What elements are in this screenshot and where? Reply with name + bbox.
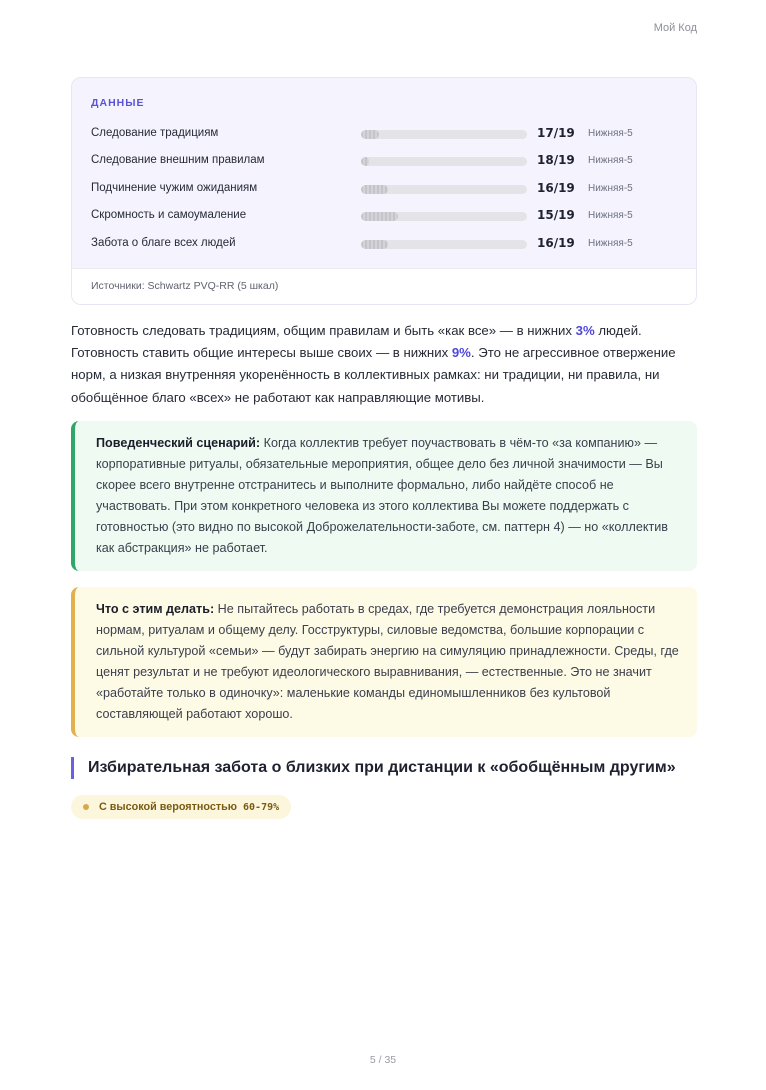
scale-bar-fill [361, 157, 369, 166]
percentile-highlight-2: 9% [451, 345, 471, 361]
callout-lead: Что с этим делать: [96, 602, 215, 616]
scale-bar-fill [361, 130, 379, 139]
current-page: 5 [369, 1054, 376, 1066]
percentile-highlight-1: 3% [575, 323, 595, 338]
scale-bar-fill [361, 185, 388, 194]
scale-tier: Нижняя-5 [588, 238, 633, 249]
scale-score: 15/19 [537, 208, 575, 222]
scale-score: 17/19 [537, 126, 575, 140]
total-pages: 35 [384, 1054, 397, 1066]
page-separator: / [378, 1054, 382, 1066]
data-card [71, 77, 697, 305]
scale-bar-fill [361, 240, 388, 249]
scale-score: 16/19 [537, 181, 575, 195]
callout-text: Не пытайтесь работать в средах, где требуется демонстрация лояльности нормам, ритуалам и общему делу. Госструктуры, силовые ведомства, большие корпорации с сильной культурой «семьи» — будут забирать энергию на симуляцию принадлежности. Среды, где ценят результат и не требуют идеологического выравнивания, — естественные. Это не значит «работайте только в одиночку»: маленькие команды единомышленников без культовой составляющей работают хорошо. [96, 602, 679, 721]
data-card-title: ДАННЫЕ [91, 97, 145, 109]
page-number [0, 1054, 766, 1066]
scale-bar [361, 240, 527, 249]
summary-paragraph [71, 320, 699, 409]
scale-bar [361, 185, 527, 194]
action-advice-callout [71, 587, 697, 737]
scale-tier: Нижняя-5 [588, 128, 633, 139]
scale-row [91, 151, 681, 171]
scale-tier: Нижняя-5 [588, 183, 633, 194]
scale-score: 18/19 [537, 153, 575, 167]
scale-label: Скромность и самоумаление [91, 209, 247, 221]
scale-tier: Нижняя-5 [588, 155, 633, 166]
scale-label: Забота о благе всех людей [91, 237, 236, 249]
sources-footer [72, 268, 696, 305]
probability-badge [71, 795, 291, 819]
scale-bar [361, 157, 527, 166]
summary-text-3: . Это не агрессивное отвержение норм, а низкая внутренняя укоренённость в коллективных рамках: ни традиции, ни правила, ни обобщённое благо «всех» не работают как направляющие мотивы. [71, 345, 676, 405]
brand-label: Мой Код [653, 22, 697, 34]
badge-label: С высокой вероятностью [99, 801, 238, 813]
scale-row [91, 234, 681, 254]
behavior-scenario-callout [71, 421, 697, 571]
scale-row [91, 206, 681, 226]
scale-score: 16/19 [537, 236, 575, 250]
badge-percent: 60-79% [243, 802, 280, 813]
scale-bar [361, 212, 527, 221]
scale-bar [361, 130, 527, 139]
section-heading: Избирательная забота о близких при дистанции к «обобщённым другим» [71, 757, 676, 779]
summary-text-1: Готовность следовать традициям, общим правилам и быть «как все» — в нижних [71, 323, 576, 338]
scale-row [91, 179, 681, 199]
scale-label: Следование традициям [91, 127, 219, 139]
callout-text: Когда коллектив требует поучаствовать в чём-то «за компанию» — корпоративные ритуалы, обязательные мероприятия, общее дело без личной значимости — Вы скорее всего внутренне отстранитесь и выполните формально, либо найдёте способ не участвовать. При этом конкретного человека из этого коллектива Вы можете поддержать с готовностью (это видно по высокой Доброжелательности-заботе, см. паттерн 4) — но «коллектив как абстракция» не работает. [96, 436, 668, 555]
scale-label: Следование внешним правилам [91, 154, 265, 166]
scale-bar-fill [361, 212, 398, 221]
scale-label: Подчинение чужим ожиданиям [91, 182, 258, 194]
scale-row [91, 124, 681, 144]
callout-lead: Поведенческий сценарий: [96, 436, 261, 450]
badge-dot-icon [83, 804, 89, 810]
scale-tier: Нижняя-5 [588, 210, 633, 221]
summary-text-2: людей. Готовность ставить общие интересы выше своих — в нижних [71, 323, 642, 361]
sources-text: Источники: Schwartz PVQ-RR (5 шкал) [91, 280, 279, 292]
